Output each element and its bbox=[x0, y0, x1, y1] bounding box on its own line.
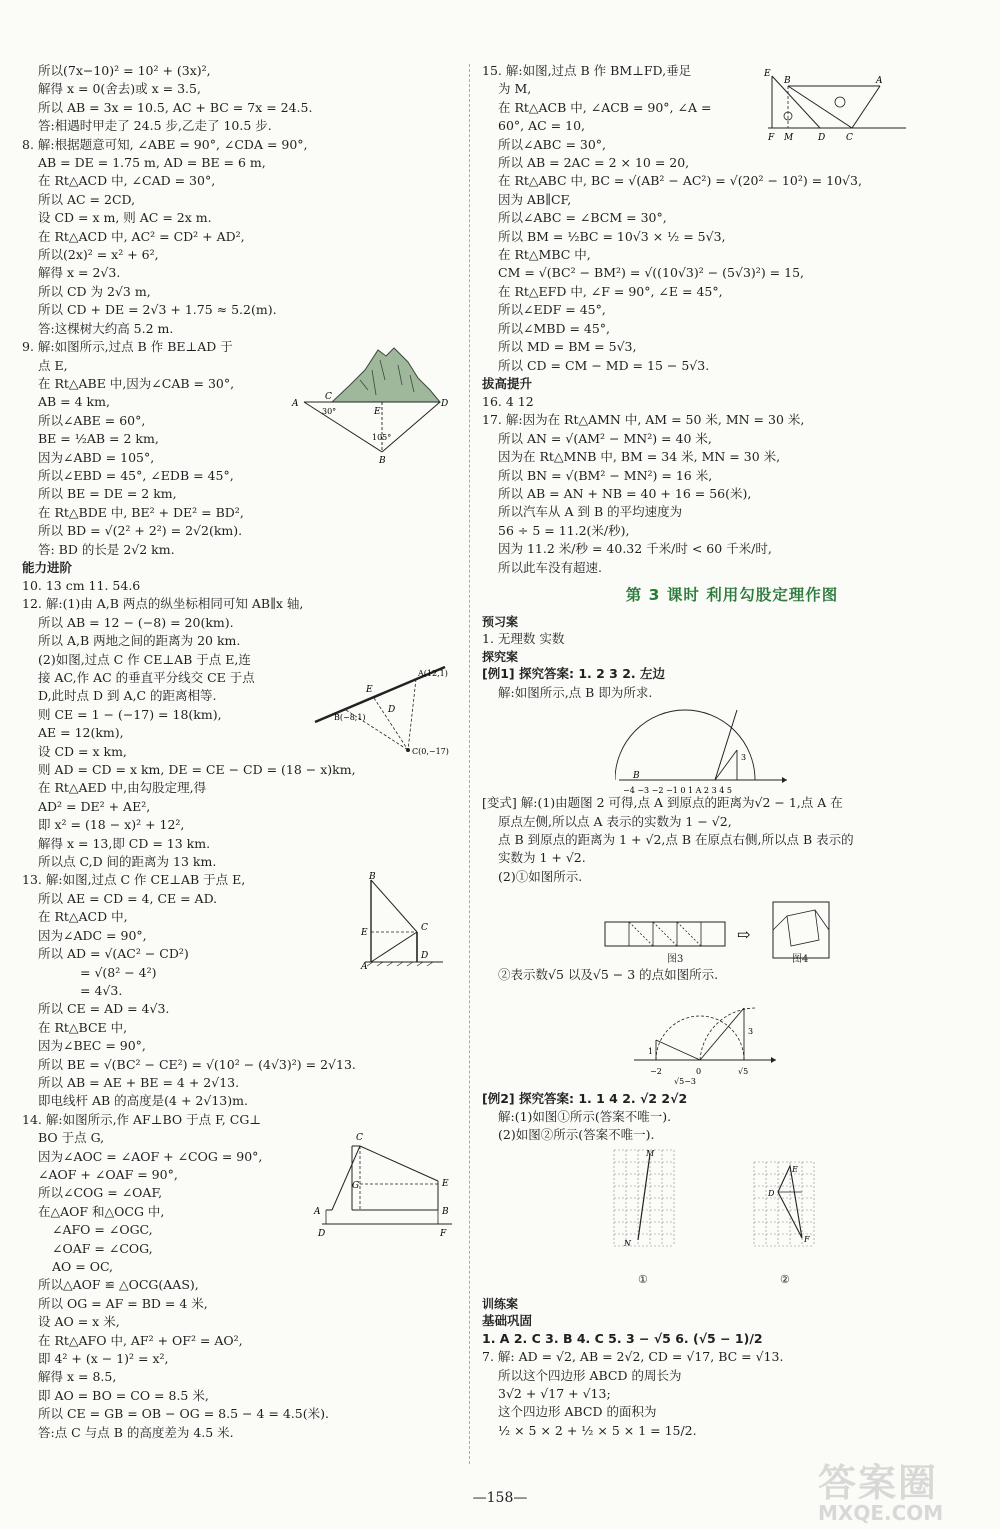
text-line: 所以 CD 为 2√3 m, bbox=[38, 283, 151, 299]
svg-text:C: C bbox=[421, 923, 428, 933]
svg-text:E: E bbox=[442, 1179, 449, 1189]
text-line: 接 AC,作 AC 的垂直平分线交 CE 于点 bbox=[38, 670, 255, 685]
text-line: 所以 BM = ½BC = 10√3 × ½ = 5√3, bbox=[498, 228, 726, 244]
text-line: 设 CD = x km, bbox=[38, 743, 127, 759]
text-line: 60°, AC = 10, bbox=[498, 118, 585, 134]
watermark-text: 答案圈 bbox=[818, 1461, 939, 1505]
text-line: ∠OAF = ∠COG, bbox=[52, 1240, 153, 1256]
text-line: 16. 4 12 bbox=[482, 393, 534, 409]
text-line: 解得 x = 8.5, bbox=[38, 1369, 117, 1385]
text-line: 即 x² = (18 − x)² + 12², bbox=[38, 817, 185, 833]
section-heading: 基础巩固 bbox=[482, 1312, 533, 1328]
column-divider bbox=[469, 64, 470, 1464]
text-line: 点 B 到原点的距离为 1 + √2,点 B 在原点右侧,所以点 B 表示的 bbox=[498, 832, 854, 847]
text-line: 所以∠ABE = 60°, bbox=[38, 412, 146, 428]
figure-swing bbox=[312, 1126, 462, 1241]
text-line: ∠AOF + ∠OAF = 90°, bbox=[38, 1166, 178, 1182]
svg-text:1: 1 bbox=[648, 1047, 654, 1056]
svg-text:E: E bbox=[361, 928, 368, 938]
text-line: 解得 x = 2√3. bbox=[38, 265, 121, 281]
svg-text:⇨: ⇨ bbox=[737, 925, 751, 944]
text-line: 在 Rt△BDE 中, BE² + DE² = BD², bbox=[38, 504, 244, 520]
text-line: 即 4² + (x − 1)² = x², bbox=[38, 1351, 169, 1367]
svg-text:√5: √5 bbox=[738, 1067, 749, 1076]
text-line: ②表示数√5 以及√5 − 3 的点如图所示. bbox=[498, 967, 719, 983]
svg-text:B: B bbox=[784, 76, 791, 86]
figure-coordinate bbox=[310, 662, 460, 762]
text-line: 所以 AE = CD = 4, CE = AD. bbox=[38, 890, 218, 906]
text-line: 56 ÷ 5 = 11.2(米/秒), bbox=[498, 522, 630, 538]
text-line: 在 Rt△ABC 中, BC = √(AB² − AC²) = √(20² − 10²) = 10√3, bbox=[498, 173, 862, 189]
svg-text:F: F bbox=[440, 1229, 447, 1239]
text-line: 所以 AC = 2CD, bbox=[38, 191, 136, 207]
svg-text:A: A bbox=[876, 76, 883, 86]
svg-text:B(−8,1): B(−8,1) bbox=[334, 713, 366, 722]
text-line: CM = √(BC² − BM²) = √((10√3)² − (5√3)²) = 15, bbox=[498, 265, 804, 281]
text-line: 所以∠ABC = 30°, bbox=[498, 136, 607, 152]
svg-text:C(0,−17): C(0,−17) bbox=[412, 747, 449, 756]
svg-text:C: C bbox=[325, 392, 332, 402]
problem-13: 13. 解:如图,过点 C 作 CE⊥AB 于点 E, bbox=[22, 872, 246, 888]
text-line: 所以 MD = BM = 5√3, bbox=[498, 339, 637, 355]
text-line: 所以 BN = √(BM² − MN²) = 16 米, bbox=[498, 467, 713, 483]
text-line: 解得 x = 0(舍去)或 x = 3.5, bbox=[38, 81, 201, 97]
text-line: 因为∠BEC = 90°, bbox=[38, 1038, 146, 1054]
text-line: 在 Rt△ACD 中, AC² = CD² + AD², bbox=[38, 228, 245, 244]
text-line: 所以 AB = AE + BE = 4 + 2√13. bbox=[38, 1074, 240, 1090]
text-line: 在 Rt△ABE 中,因为∠CAB = 30°, bbox=[38, 375, 235, 391]
text-line: 所以点 C,D 间的距离为 13 km. bbox=[38, 854, 217, 870]
svg-text:−4 −3 −2 −1 0 1 A 2 3 4: −4 −3 −2 −1 0 1 A 2 3 4 5 bbox=[623, 786, 732, 795]
svg-text:D: D bbox=[768, 1189, 775, 1198]
figure-mountain bbox=[290, 340, 450, 465]
svg-text:A: A bbox=[292, 399, 299, 409]
fig4-label: 图4 bbox=[792, 954, 809, 966]
text-line: = 4√3. bbox=[80, 982, 123, 998]
text-line: 所以∠EDF = 45°, bbox=[498, 302, 606, 318]
text-line: 所以此车没有超速. bbox=[498, 559, 602, 575]
text-line: 所以 CE = GB = OB − OG = 8.5 − 4 = 4.5(米). bbox=[38, 1406, 329, 1422]
text-line: 所以汽车从 A 到 B 的平均速度为 bbox=[498, 504, 683, 520]
text-line: 1. 无理数 实数 bbox=[482, 630, 565, 646]
text-line: BO 于点 G, bbox=[38, 1130, 105, 1146]
text-line: 这个四边形 ABCD 的面积为 bbox=[498, 1404, 657, 1420]
problem-12: 12. 解:(1)由 A,B 两点的纵坐标相同可知 AB∥x 轴, bbox=[22, 596, 304, 612]
text-line: 为 M, bbox=[498, 81, 532, 97]
svg-text:D: D bbox=[441, 399, 449, 409]
svg-text:E: E bbox=[374, 407, 381, 417]
svg-text:0: 0 bbox=[696, 1067, 702, 1076]
figure-grids bbox=[612, 1148, 832, 1268]
text-line: 解:(1)如图①所示(答案不唯一). bbox=[498, 1109, 672, 1125]
watermark-url: MXQE.COM bbox=[818, 1501, 944, 1525]
example-2: [例2] 探究答案: 1. 1 4 2. √2 2√2 bbox=[482, 1090, 688, 1106]
text-line: 所以这个四边形 ABCD 的周长为 bbox=[498, 1367, 682, 1383]
text-line: 在 Rt△ACD 中, ∠CAD = 30°, bbox=[38, 173, 216, 189]
text-line: 所以 CE = AD = 4√3. bbox=[38, 1001, 170, 1017]
text-line: 在 Rt△AED 中,由勾股定理,得 bbox=[38, 780, 207, 796]
text-line: 所以∠ABC = ∠BCM = 30°, bbox=[498, 210, 667, 226]
svg-text:B: B bbox=[369, 872, 376, 882]
text-line: 设 CD = x m, 则 AC = 2x m. bbox=[38, 210, 212, 226]
text-line: 所以 AB = AN + NB = 40 + 16 = 56(米), bbox=[498, 485, 752, 501]
watermark-logo bbox=[818, 1452, 988, 1525]
svg-text:D: D bbox=[421, 951, 429, 961]
problem-8: 8. 解:根据题意可知, ∠ABE = 90°, ∠CDA = 90°, bbox=[22, 136, 308, 152]
variant: [变式] 解:(1)由题图 2 可得,点 A 到原点的距离为√2 − 1,点 A 在 bbox=[482, 795, 843, 811]
text-line: AD² = DE² + AE², bbox=[38, 798, 151, 814]
figure-pole bbox=[355, 872, 455, 972]
text-line: 因为∠ABD = 105°, bbox=[38, 449, 155, 465]
problem-9: 9. 解:如图所示,过点 B 作 BE⊥AD 于 bbox=[22, 339, 233, 355]
problem-14: 14. 解:如图所示,作 AF⊥BO 于点 F, CG⊥ bbox=[22, 1111, 262, 1127]
text-line: 在 Rt△EFD 中, ∠F = 90°, ∠E = 45°, bbox=[498, 283, 723, 299]
answers-1-6: 1. A 2. C 3. B 4. C 5. 3 − √5 6. (√5 − 1)/2 bbox=[482, 1330, 763, 1346]
svg-text:M: M bbox=[646, 1149, 655, 1158]
text-line: 所以 CD + DE = 2√3 + 1.75 ≈ 5.2(m). bbox=[38, 302, 277, 318]
figure-numberline-2 bbox=[630, 988, 780, 1086]
text-line: 所以 BD = √(2² + 2²) = 2√2(km). bbox=[38, 523, 243, 539]
problem-15: 15. 解:如图,过点 B 作 BM⊥FD,垂足 bbox=[482, 63, 692, 78]
text-line: 所以 BE = √(BC² − CE²) = √(10² − (4√3)²) = 2√13. bbox=[38, 1056, 356, 1072]
text-line: 在 Rt△AFO 中, AF² + OF² = AO², bbox=[38, 1332, 243, 1348]
svg-text:C: C bbox=[846, 133, 853, 143]
text-line: 所以 AB = 2AC = 2 × 10 = 20, bbox=[498, 155, 690, 171]
svg-text:M: M bbox=[784, 133, 794, 143]
text-line: 在 Rt△ACD 中, bbox=[38, 909, 128, 925]
text-line: = √(8² − 4²) bbox=[80, 964, 157, 980]
svg-text:3: 3 bbox=[741, 753, 747, 762]
svg-text:105°: 105° bbox=[372, 433, 392, 442]
text-line: 所以 A,B 两地之间的距离为 20 km. bbox=[38, 633, 241, 649]
text-line: 在 Rt△MBC 中, bbox=[498, 247, 591, 263]
svg-text:A(12,1): A(12,1) bbox=[418, 669, 448, 678]
text-line: (2)如图②所示(答案不唯一). bbox=[498, 1127, 655, 1143]
svg-text:N: N bbox=[624, 1239, 631, 1248]
svg-text:A: A bbox=[361, 962, 368, 972]
text-line: 因为∠AOC = ∠AOF + ∠COG = 90°, bbox=[38, 1148, 263, 1164]
svg-text:E: E bbox=[366, 685, 373, 695]
section-heading: 能力进阶 bbox=[22, 559, 73, 575]
svg-text:D: D bbox=[318, 1229, 326, 1239]
svg-text:A: A bbox=[314, 1207, 321, 1217]
text-line: 因为在 Rt△MNB 中, BM = 34 米, MN = 30 米, bbox=[498, 449, 781, 465]
section-heading: 训练案 bbox=[482, 1296, 519, 1311]
text-line: 所以 OG = AF = BD = 4 米, bbox=[38, 1295, 208, 1311]
svg-text:−2: −2 bbox=[650, 1067, 662, 1076]
text-line: 即电线杆 AB 的高度是(4 + 2√13)m. bbox=[38, 1093, 248, 1109]
text-line: 设 AO = x 米, bbox=[38, 1314, 120, 1330]
text-line: 所以 BE = DE = 2 km, bbox=[38, 486, 177, 502]
section-heading: 预习案 bbox=[482, 614, 519, 629]
svg-text:D: D bbox=[818, 133, 826, 143]
text-line: 10. 13 cm 11. 54.6 bbox=[22, 577, 141, 593]
fig3-label: 图3 bbox=[667, 954, 684, 966]
figure-squares bbox=[603, 900, 853, 962]
figure-triangle-ruler bbox=[760, 66, 910, 146]
svg-text:F: F bbox=[804, 1235, 810, 1244]
svg-text:30°: 30° bbox=[322, 407, 337, 416]
text-line: 因为∠ADC = 90°, bbox=[38, 927, 147, 943]
example-1: [例1] 探究答案: 1. 2 3 2. 左边 bbox=[482, 666, 666, 682]
figure-numberline-1 bbox=[615, 700, 790, 798]
text-line: 在△AOF 和△OCG 中, bbox=[38, 1203, 165, 1219]
svg-text:E: E bbox=[792, 1165, 798, 1174]
text-line: BE = ½AB = 2 km, bbox=[38, 431, 159, 447]
svg-text:D: D bbox=[388, 705, 396, 715]
text-line: 则 AD = CD = x km, DE = CE − CD = (18 − x)km, bbox=[38, 762, 356, 778]
text-line: 所以 AN = √(AM² − MN²) = 40 米, bbox=[498, 430, 712, 446]
text-line: 答:相遇时甲走了 24.5 步,乙走了 10.5 步. bbox=[38, 118, 272, 134]
text-line: ½ × 5 × 2 + ½ × 5 × 1 = 15/2. bbox=[498, 1422, 697, 1438]
section-heading: 探究案 bbox=[482, 650, 519, 665]
text-line: 所以∠MBD = 45°, bbox=[498, 320, 611, 336]
grid-2-label: ② bbox=[780, 1272, 790, 1286]
text-line: 3√2 + √17 + √13; bbox=[498, 1386, 611, 1402]
text-line: 所以 AD = √(AC² − CD²) bbox=[38, 946, 189, 962]
text-line: 所以 AB = 12 − (−8) = 20(km). bbox=[38, 614, 234, 630]
text-line: 所以∠COG = ∠OAF, bbox=[38, 1185, 163, 1201]
text-line: ∠AFO = ∠OGC, bbox=[52, 1222, 153, 1238]
text-line: 所以(7x−10)² = 10² + (3x)², bbox=[38, 63, 211, 78]
text-line: AO = OC, bbox=[52, 1259, 114, 1274]
text-line: 所以(2x)² = x² + 6², bbox=[38, 247, 159, 263]
problem-7: 7. 解: AD = √2, AB = 2√2, CD = √17, BC = √13. bbox=[482, 1349, 784, 1365]
svg-text:3: 3 bbox=[748, 1027, 754, 1036]
text-line: 答:点 C 与点 B 的高度差为 4.5 米. bbox=[38, 1424, 234, 1440]
svg-text:B: B bbox=[442, 1207, 449, 1217]
svg-text:√5−3: √5−3 bbox=[674, 1077, 696, 1086]
svg-text:B: B bbox=[379, 456, 386, 465]
text-line: 实数为 1 + √2. bbox=[498, 850, 586, 866]
text-line: 原点左侧,所以点 A 表示的实数为 1 − √2, bbox=[498, 813, 732, 829]
text-line: 所以△AOF ≌ △OCG(AAS), bbox=[38, 1277, 199, 1293]
text-line: 所以∠EBD = 45°, ∠EDB = 45°, bbox=[38, 467, 234, 483]
text-line: AB = DE = 1.75 m, AD = BE = 6 m, bbox=[38, 155, 266, 171]
text-line: 答: BD 的长是 2√2 km. bbox=[38, 541, 175, 557]
text-line: D,此时点 D 到 A,C 的距离相等. bbox=[38, 688, 217, 704]
text-line: 点 E, bbox=[38, 357, 68, 373]
text-line: 所以 AB = 3x = 10.5, AC + BC = 7x = 24.5. bbox=[38, 99, 313, 115]
section-heading: 拔高提升 bbox=[482, 375, 533, 391]
text-line: 因为 11.2 米/秒 = 40.32 千米/时 < 60 千米/时, bbox=[498, 541, 772, 557]
text-line: 解得 x = 13,即 CD = 13 km. bbox=[38, 835, 211, 851]
svg-text:G: G bbox=[352, 1181, 360, 1191]
text-line: 解:如图所示,点 B 即为所求. bbox=[498, 684, 653, 700]
chapter-title: 第 3 课时 利用勾股定理作图 bbox=[625, 585, 839, 604]
grid-1-label: ① bbox=[638, 1272, 648, 1286]
problem-17: 17. 解:因为在 Rt△AMN 中, AM = 50 米, MN = 30 米, bbox=[482, 412, 805, 428]
text-line: (2)①如图所示. bbox=[498, 868, 583, 884]
text-line: 答:这棵树大约高 5.2 m. bbox=[38, 320, 174, 336]
text-line: (2)如图,过点 C 作 CE⊥AB 于点 E,连 bbox=[38, 651, 251, 667]
text-line: AB = 4 km, bbox=[38, 394, 110, 410]
svg-text:E: E bbox=[764, 69, 771, 79]
text-line: 所以 CD = CM − MD = 15 − 5√3. bbox=[498, 357, 710, 373]
text-line: 在 Rt△ACB 中, ∠ACB = 90°, ∠A = bbox=[498, 99, 712, 115]
svg-text:F: F bbox=[768, 133, 775, 143]
text-line: 因为 AB∥CF, bbox=[498, 191, 572, 207]
svg-text:C: C bbox=[356, 1133, 363, 1143]
text-line: 在 Rt△BCE 中, bbox=[38, 1019, 128, 1035]
text-line: 则 CE = 1 − (−17) = 18(km), bbox=[38, 706, 222, 722]
text-line: AE = 12(km), bbox=[38, 725, 124, 741]
text-line: 即 AO = BO = CO = 8.5 米, bbox=[38, 1387, 209, 1403]
page-number: —158— bbox=[472, 1490, 528, 1506]
svg-text:B: B bbox=[633, 771, 640, 781]
